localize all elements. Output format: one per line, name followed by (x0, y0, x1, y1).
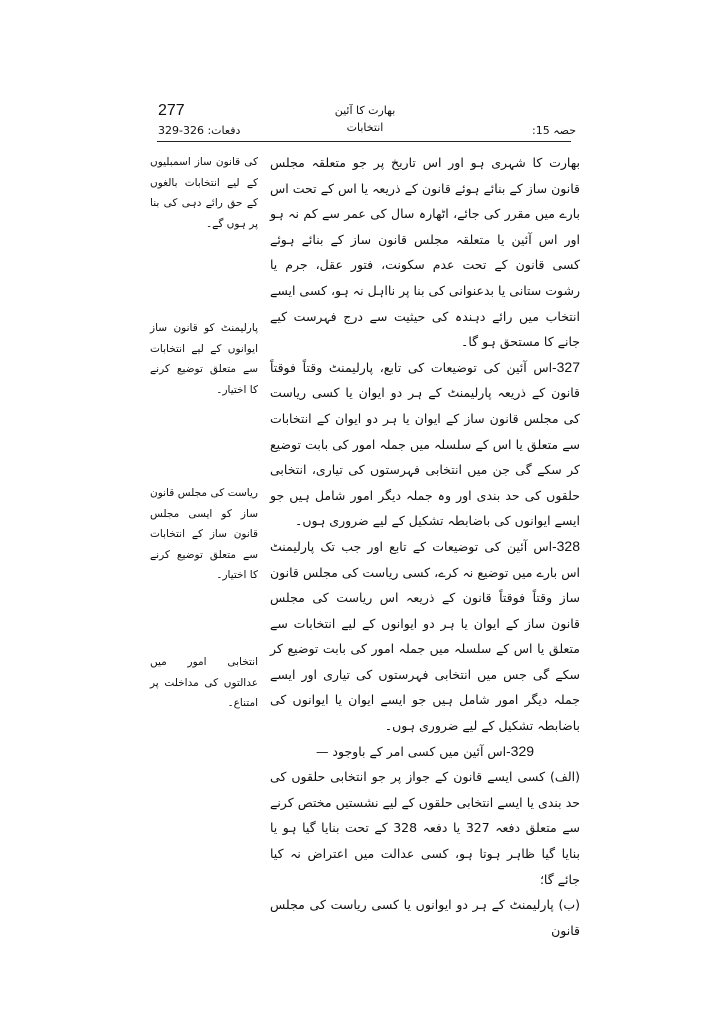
article-number: 327 (556, 358, 580, 375)
part-subtitle: انتخابات (346, 121, 384, 134)
article-327 (270, 355, 580, 534)
article-329 (270, 739, 580, 765)
margin-note-327: پارلیمنٹ کو قانون ساز ایوانوں کے لیے انتخابات سے متعلق توضیع کرنے کا اختیار۔ (150, 322, 258, 396)
article-326-continuation: بھارت کا شہری ہو اور اس تاریخ پر جو متعلقہ مجلس قانون ساز کے بنائے ہوئے قانون کے ذریعہ یا اس کے تحت اس بارے میں مقرر کی جائے، اٹھارہ سال کی عمر سے کم نہ ہو اور اس آئین یا متعلقہ مجلس قانون ساز کے بنائے ہوئے کسی قانون کے تحت عدم سکونت، فتور عقل، جرم یا رشوت ستانی یا بدعنوانی کی بنا پر نااہل نہ ہو، کسی ایسے انتخاب میں رائے دہندہ کی حیثیت سے درج فہرست کیے جانے کا مستحق ہو گا۔ (270, 155, 580, 350)
main-text (270, 150, 580, 943)
margin-note-328: ریاست کی مجلس قانون ساز کو ایسی مجلس قانون ساز کے انتخابات سے متعلق توضیع کرنے کا اختیار۔ (150, 487, 258, 581)
clause-a: (الف) کسی ایسے قانون کے جواز پر جو انتخابی حلقوں کی حد بندی یا ایسے انتخابی حلقوں کے لیے نشستیں مختص کرنے سے متعلق دفعہ 327 یا دفعہ 328 کے تحت بنایا گیا ہو یا بنایا گیا ظاہر ہوتا ہو، کسی عدالت میں اعتراض نہ کیا جائے گا؛ (270, 769, 580, 887)
book-title: بھارت کا آئین (334, 104, 396, 117)
article-328 (270, 534, 580, 739)
margin-note-326: کی قانون ساز اسمبلیوں کے لیے انتخابات بالغوں کے حق رائے دہی کی بنا پر ہوں گے۔ (150, 156, 258, 230)
page-header (150, 100, 580, 140)
section-reference: دفعات: 326-329 (158, 124, 241, 137)
article-text: -اس آئین کی توضیعات کی تابع، پارلیمنٹ وقتاً فوقتاً قانون کے ذریعہ پارلیمنٹ کے ہر دو ایوان یا کسی ریاست کی مجلس قانون ساز کے ایوان یا ہر دو ایوان کے انتخابات سے متعلق یا اس کے سلسلہ میں جملہ امور کی بابت توضیع کر سکے گی جن میں انتخابی فہرستوں کی تیاری، انتخابی حلقوں کی حد بندی اور وہ جملہ دیگر امور شامل ہیں جو ایسے ایوانوں کی باضابطہ تشکیل کے لیے ضروری ہوں۔ (270, 359, 580, 529)
header-divider (157, 141, 571, 142)
article-text: -اس آئین کی توضیعات کے تابع اور جب تک پارلیمنٹ اس بارے میں توضیع نہ کرے، کسی ریاست کی مجلس قانون ساز وقتاً فوقتاً قانون کے ذریعہ اس ریاست کی مجلس قانون ساز کے ایوان یا ہر دو ایوانوں کے لیے انتخابات سے متعلق یا اس کے سلسلہ میں جملہ امور کی بابت توضیع کر سکے گی جس میں انتخابی فہرستوں کی تیاری اور ایسے جملہ دیگر امور شامل ہیں جو ایسے ایوان یا ایوانوں کی باضابطہ تشکیل کے لیے ضروری ہوں۔ (270, 538, 580, 734)
article-text: -اس آئین میں کسی امر کے باوجود — (315, 743, 511, 759)
part-label: حصہ 15: (532, 124, 576, 137)
page-number: 277 (158, 102, 185, 119)
article-number: 329 (510, 742, 535, 759)
clause-b: (ب) پارلیمنٹ کے ہر دو ایوانوں یا کسی ریاست کی مجلس قانون (270, 897, 580, 938)
margin-note-329: انتخابی امور میں عدالتوں کی مداخلت پر امتناع۔ (150, 656, 258, 709)
article-number: 328 (556, 537, 580, 554)
